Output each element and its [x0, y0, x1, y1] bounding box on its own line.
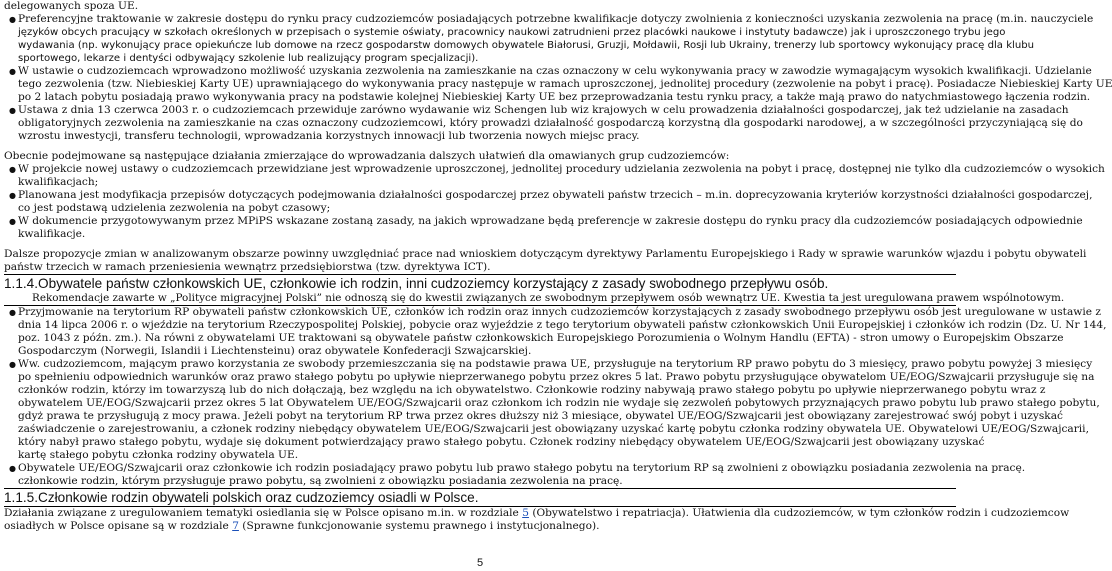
list-item: ● Ww. cudzoziemcom, mającym prawo korzystania ze swobody przemieszczania się na podstawie prawa UE, przysługuje na terytorium RP prawo pobytu do 3 miesięcy, prawo pobytu powyżej 3 miesięcy po spełnieniu odpowiednich warunków oraz prawo stałego pobytu po upływie nieprzerwanego pobytu przez okres 5 lat. Prawo pobytu przysługujące obywatelom UE/EOG/Szwajcarii przysługuje się na członków rodzin, którzy im towarzyszą lub do nich dołączają, bez względu na ich obywatelstwo. Członkowie rodziny nabywają prawo stałego pobytu po upływie nieprzerwanego pobytu wraz z obywatelem UE/EOG/Szwajcarii przez okres 5 lat Obywatelem UE/EOG/Szwajcarii oraz członkom ich rodzin nie wydaje się zezwoleń pobytowych przyznających prawo pobytu lub prawo stałego pobytu, gdyż prawa te przysługują z mocy prawa. Jeżeli pobyt na terytorium RP trwa przez okres dłuższy niż 3 miesiące, obywatel UE/EOG/Szwajcarii jest obowiązany zarejestrować swój pobyt i uzyskać zaświadczenie o zarejestrowaniu, a członek rodziny niebędący obywatelem UE/EOG/Szwajcarii jest obowiązany uzyskać kartę pobytu członka rodziny obywatela UE. Obywatelowi UE/EOG/Szwajcarii, który nabył prawo stałego pobytu, wydaje się dokument potwierdzający prawo stałego pobytu. Członek rodziny niebędący obywatelem UE/EOG/Szwajcarii jest obowiązany uzyskać kartę stałego pobytu członka rodziny obywatela UE. — [9, 358, 1100, 461]
bullet-icon: ● — [9, 191, 16, 200]
list-item: ● Obywatele UE/EOG/Szwajcarii oraz członkowie ich rodzin posiadający prawo pobytu lub prawo stałego pobytu na terytorium RP są zwolnieni z obowiązku posiadania zezwolenia na pracę. członkowie rodzin, którym przysługuje prawo pobytu, są zwolnieni z obowiązku posiadania zezwolenia na pracę. — [9, 462, 1026, 487]
recommendation-note: Rekomendacje zawarte w „Polityce migracyjnej Polski” nie odnoszą się do kwestii związanych ze swobodnym przepływem osób wewnątrz UE. Kwestia ta jest uregulowana prawem wspólnotowym. — [4, 292, 956, 306]
section-heading-1-1-4: 1.1.4. Obywatele państw członkowskich UE, członkowie ich rodzin, inni cudzoziemcy korzystający z zasady swobodnego przepływu osób. — [4, 276, 829, 291]
bullet-icon: ● — [9, 106, 16, 115]
list-item: ● Planowana jest modyfikacja przepisów dotyczących podejmowania działalności gospodarczej przez obywateli państw trzecich – m.in. doprecyzowania kryteriów korzystności działalności gospodarczej, co jest podstawą udzielenia zezwolenia na pobyt czasowy; — [9, 189, 1093, 214]
bullet-icon: ● — [9, 165, 16, 174]
paragraph: Dalsze propozycje zmian w analizowanym obszarze powinny uwzględniać prace nad wnioskiem dotyczącym dyrektywy Parlamentu Europejskiego i Rady w sprawie warunków wjazdu i pobytu obywateli państw trzecich w ramach przeniesienia wewnątrz przedsiębiorstwa (tzw. dyrektywa ICT). — [4, 248, 1087, 273]
chapter-5-link[interactable]: 5 — [522, 507, 529, 519]
bullet-icon: ● — [9, 360, 16, 369]
list-item: ● W dokumencie przygotowywanym przez MPiPS wskazane zostaną zasady, na jakich wprowadzane będą preferencje w zakresie dostępu do rynku pracy dla cudzoziemców posiadających odpowiednie kwalifikacje. — [9, 215, 1083, 240]
list-item: ● W ustawie o cudzoziemcach wprowadzono możliwość uzyskania zezwolenia na zamieszkanie na czas oznaczony w celu wykonywania pracy w zawodzie wymagającym wysokich kwalifikacji. Udzielanie tego zezwolenia (tzw. Niebieskiej Karty UE) uprawniającego do wykonywania pracy następuje w ramach uproszczonej, jednolitej procedury (zezwolenie na pobyt i pracę). Posiadacze Niebieskiej Karty UE po 2 latach pobytu posiadają prawo wykonywania pracy na podstawie kolejnej Niebieskiej Karty UE bez przeprowadzania testu rynku pracy, a także mają prawo do natychmiastowego łączenia rodzin. — [9, 65, 1112, 103]
page-number: 5 — [476, 557, 484, 569]
intro-paragraph: Obecnie podejmowane są następujące działania zmierzające do wprowadzania dalszych ułatwień dla omawianych grup cudzoziemców: — [4, 150, 730, 162]
page-content — [4, 0, 1112, 533]
bullet-icon: ● — [9, 217, 16, 226]
bullet-icon: ● — [9, 67, 16, 76]
bullet-icon: ● — [9, 464, 16, 473]
list-item: ● Ustawa z dnia 13 czerwca 2003 r. o cudzoziemcach przewiduje zarówno wydawanie wiz Schengen lub wiz krajowych w celu prowadzenia działalności gospodarczej, jak też udzielanie na zasadach obligatoryjnych zezwolenia na zamieszkanie na czas oznaczony cudzoziemcowi, który prowadzi działalność gospodarczą korzystną dla gospodarki narodowej, a w szczególności przyczyniającą się do wzrostu inwestycji, transferu technologii, wprowadzania korzystnych innowacji lub tworzenia nowych miejsc pracy. — [9, 104, 1083, 142]
paragraph: Działania związane z uregulowaniem tematyki osiedlania się w Polsce opisano m.in. w rozdziale 5 (Obywatelstwo i repatriacja). Ułatwienia dla cudzoziemców, w tym członków rodzin i cudzoziemcow osiadłych w Polsce opisane są w rozdziale 7 (Sprawne funkcjonowanie systemu prawnego i instytucjonalnego). — [4, 507, 1070, 532]
section-heading-1-1-5: 1.1.5. Członkowie rodzin obywateli polskich oraz cudzoziemcy osiadli w Polsce. — [4, 490, 479, 505]
bullet-icon: ● — [9, 15, 16, 24]
list-item: ● W projekcie nowej ustawy o cudzoziemcach przewidziane jest wprowadzenie uproszczonej, jednolitej procedury udzielania zezwolenia na pobyt i pracę, dostępnej nie tylko dla cudzoziemców o wysokich kwalifikacjach; — [9, 163, 1105, 188]
bullet-icon: ● — [9, 308, 16, 317]
list-item: ● Przyjmowanie na terytorium RP obywateli państw członkowskich UE, członków ich rodzin oraz innych cudzoziemców korzystających z zasady swobodnego przepływu osób jest uregulowane w ustawie z dnia 14 lipca 2006 r. o wjeździe na terytorium Rzeczypospolitej Polskiej, pobycie oraz wyjeździe z tego terytorium obywateli państw członkowskich Unii Europejskiej i członków ich rodzin (Dz. U. Nr 144, poz. 1043 z późn. zm.). Na równi z obywatelami UE traktowani są obywatele państw członkowskich Europejskiego Porozumienia o Wolnym Handlu (EFTA) - stron umowy o Europejskim Obszarze Gospodarczym (Norwegii, Islandii i Liechtensteinu) oraz obywatele Konfederacji Szwajcarskiej. — [9, 306, 1107, 357]
chapter-7-link[interactable]: 7 — [232, 520, 239, 532]
top-line: delegowanych spoza UE. — [4, 0, 139, 12]
list-item: ● Preferencyjne traktowanie w zakresie dostępu do rynku pracy cudzoziemców posiadających potrzebne kwalifikacje dotyczy zwolnienia z konieczności uzyskania zezwolenia na pracę (m.in. nauczyciele języków obcych pracujący w szkołach określonych w przepisach o systemie oświaty, pracownicy naukowi zatrudnieni przez placówki naukowe i instytuty badawcze) jak i uproszczonego trybu jego wydawania (np. wykonujący prace opiekuńcze lub domowe na rzecz gospodarstw domowych obywatele Białorusi, Gruzji, Mołdawii, Rosji lub Ukrainy, trenerzy lub sportowcy wykonujący pracę dla klubu sportowego, lekarze i dentyści odbywający szkolenie lub realizujący program specjalizacji). — [9, 13, 1094, 64]
